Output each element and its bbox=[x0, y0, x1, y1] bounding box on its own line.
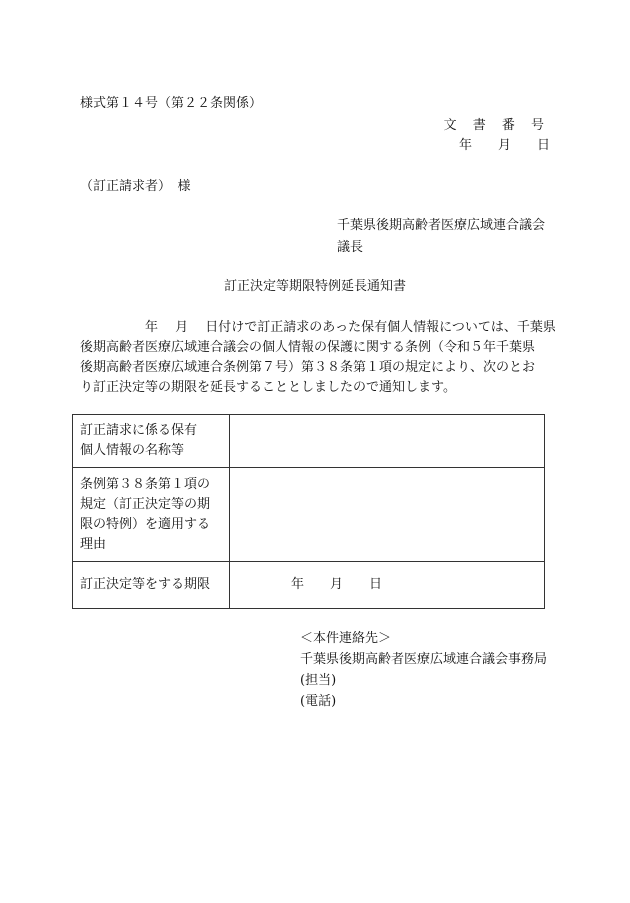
row-label-personal-info bbox=[73, 415, 230, 468]
contact-heading: ＜本件連絡先＞ bbox=[300, 631, 392, 646]
label-line: 理由 bbox=[80, 536, 107, 552]
row-label-reason bbox=[73, 468, 230, 562]
contact-office: 千葉県後期高齢者医療広域連合議会事務局 bbox=[300, 652, 548, 667]
contact-person: (担当) bbox=[300, 673, 337, 688]
date-line: 年 月 日 bbox=[458, 138, 550, 153]
label-line: 訂正決定等をする期限 bbox=[80, 577, 211, 592]
document-title: 訂正決定等期限特例延長通知書 bbox=[223, 279, 406, 294]
label-line: 限の特例）を適用する bbox=[80, 516, 211, 532]
notice-table bbox=[72, 414, 545, 609]
row-value-deadline bbox=[230, 562, 545, 609]
row-value-reason bbox=[230, 468, 545, 562]
row-value-personal-info bbox=[230, 415, 545, 468]
document-number-label: 文 書 番 号 bbox=[443, 118, 550, 133]
issuer-organization: 千葉県後期高齢者医療広域連合議会 bbox=[337, 218, 546, 233]
label-line: 条例第３８条第１項の bbox=[80, 476, 211, 492]
row-label-deadline bbox=[73, 562, 230, 609]
label-line: 訂正請求に係る保有 bbox=[80, 423, 198, 438]
body-line: 後期高齢者医療広域連合議会の個人情報の保護に関する条例（令和５年千葉県 bbox=[80, 340, 536, 355]
form-number: 様式第１４号（第２２条関係） bbox=[80, 96, 263, 111]
table-row bbox=[73, 468, 545, 562]
contact-phone: (電話) bbox=[300, 694, 337, 709]
recipient-line: （訂正請求者） 様 bbox=[80, 179, 191, 194]
table-row bbox=[73, 562, 545, 609]
contact-block bbox=[300, 628, 547, 712]
deadline-date: 年 月 日 bbox=[291, 577, 383, 592]
body-line: 年 月 日付けで訂正請求のあった保有個人情報については、千葉県 bbox=[80, 320, 556, 335]
label-line: 規定（訂正決定等の期 bbox=[80, 496, 211, 512]
label-line: 個人情報の名称等 bbox=[80, 443, 185, 458]
issuer-title: 議長 bbox=[337, 240, 364, 255]
body-line: り訂正決定等の期限を延長することとしましたので通知します。 bbox=[80, 380, 456, 395]
body-paragraph bbox=[80, 318, 556, 398]
body-line: 後期高齢者医療広域連合条例第７号）第３８条第１項の規定により、次のとお bbox=[80, 360, 536, 375]
table-row bbox=[73, 415, 545, 468]
